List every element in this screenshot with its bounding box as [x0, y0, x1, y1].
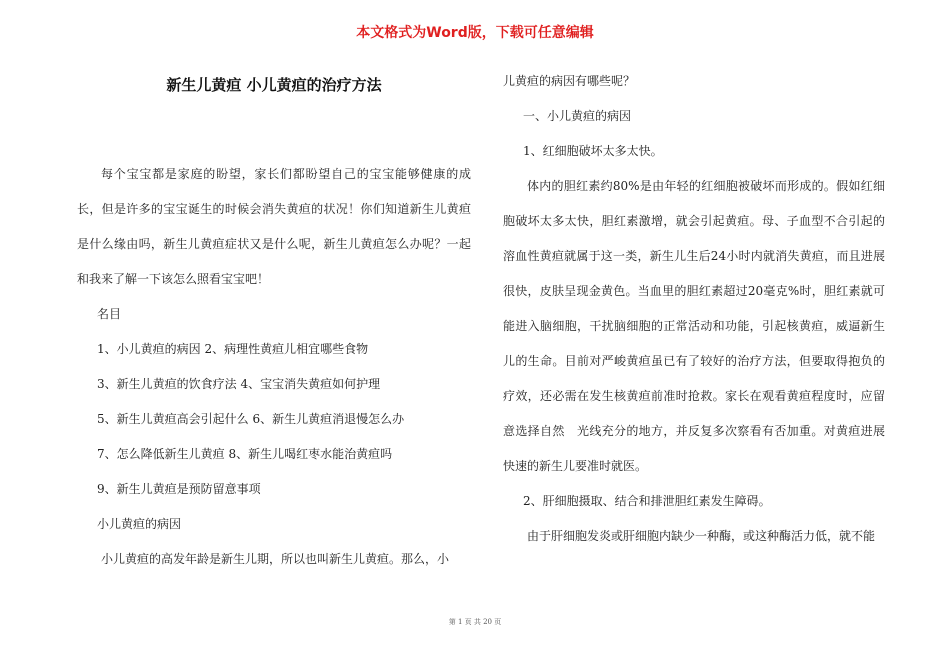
toc-heading: 名目 [97, 307, 122, 321]
document-title: 新生儿黄疸 小儿黄疸的治疗方法 [166, 76, 382, 94]
left-column [77, 64, 471, 577]
toc-item: 1、小儿黄疸的病因 2、病理性黄疸儿相宜哪些食物 [97, 342, 369, 356]
intro-paragraph: 每个宝宝都是家庭的盼望，家长们都盼望自己的宝宝能够健康的成长，但是许多的宝宝诞生的时候会消失黄疸的状况！你们知道新生儿黄疸是什么缘由吗，新生儿黄疸症状又是什么呢，新生儿黄疸怎么办呢？一起和我来了解一下该怎么照看宝宝吧！ [77, 167, 471, 286]
toc-item: 7、怎么降低新生儿黄疸 8、新生儿喝红枣水能治黄疸吗 [97, 447, 393, 461]
toc-item: 3、新生儿黄疸的饮食疗法 4、宝宝消失黄疸如何护理 [97, 377, 381, 391]
format-banner: 本文格式为Word版，下载可任意编辑 [356, 25, 594, 41]
continued-line: 儿黄疸的病因有哪些呢？ [503, 74, 636, 88]
heading-causes: 一、小儿黄疸的病因 [523, 109, 632, 123]
section-heading: 小儿黄疸的病因 [97, 517, 182, 531]
toc-item: 9、新生儿黄疸是预防留意事项 [97, 482, 261, 496]
cause-2-paragraph: 由于肝细胞发炎或肝细胞内缺少一种酶，或这种酶活力低，就不能 [527, 529, 876, 543]
toc-item: 5、新生儿黄疸高会引起什么 6、新生儿黄疸消退慢怎么办 [97, 412, 405, 426]
heading-cause-1: 1、红细胞破坏太多太快。 [523, 144, 663, 158]
body-paragraph-start: 小儿黄疸的高发年龄是新生儿期，所以也叫新生儿黄疸。那么，小 [101, 552, 450, 566]
page-footer: 第 1 页 共 20 页 [448, 618, 502, 626]
cause-1-paragraph: 体内的胆红素约80%是由年轻的红细胞被破坏而形成的。假如红细胞破坏太多太快，胆红素激增，就会引起黄疸。母、子血型不合引起的溶血性黄疸就属于这一类，新生儿生后24小时内就消失黄疸，而且进展很快，皮肤呈现金黄色。当血里的胆红素超过20毫克%时，胆红素就可能进入脑细胞，干扰脑细胞的正常活动和功能，引起核黄疸，威逼新生儿的生命。目前对严峻黄疸虽已有了较好的治疗方法，但要取得抱负的疗效，还必需在发生核黄疸前准时抢救。家长在观看黄疸程度时，应留意选择自然 光线充分的地方，并反复多次察看有否加重。对黄疸进展快速的新生儿要准时就医。 [503, 179, 885, 473]
heading-cause-2: 2、肝细胞摄取、结合和排泄胆红素发生障碍。 [523, 494, 771, 508]
right-column [503, 64, 885, 554]
